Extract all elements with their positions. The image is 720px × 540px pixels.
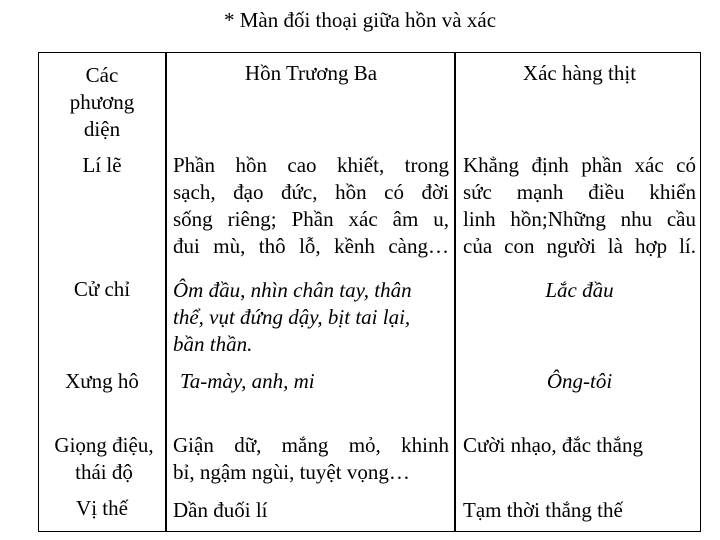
row-aspect-reasoning [40,152,164,179]
row-soul-position [173,497,449,524]
row-aspect-address [40,368,164,395]
body-line: Ông-tôi [546,369,613,393]
row-soul-tone [173,432,449,486]
soul-line: thể, vụt đứng dậy, bịt tai lại, [173,305,411,329]
soul-line: Ta-mày, anh, mi [180,369,315,393]
soul-line: Ôm đầu, nhìn chân tay, thân [173,278,412,302]
header-aspect-line: phương [69,90,135,114]
body-line: Khẳng định phần xác có [463,153,696,177]
row-body-tone [463,432,696,459]
row-body-gesture [463,277,696,304]
row-soul-gesture [173,277,449,358]
row-aspect-position [40,495,164,522]
row-body-reasoning [463,152,696,260]
aspect-line: thái độ [75,460,133,484]
aspect-line: Xưng hô [65,369,139,393]
soul-line: đui mù, thô lỗ, kềnh càng… [173,234,449,258]
row-soul-reasoning [173,152,449,260]
body-line: Lắc đầu [545,278,614,302]
aspect-line: Vị thế [76,496,128,520]
soul-line: sống riêng; Phần xác âm u, [173,207,449,231]
soul-line: Phần hồn cao khiết, trong [173,153,449,177]
soul-line: Giận dữ, mắng mỏ, khinh [173,433,449,457]
body-line: sức mạnh điều khiển [463,180,696,204]
header-aspect-line: diện [83,117,121,141]
row-body-position [463,497,696,524]
aspect-line: Lí lẽ [82,153,122,177]
row-aspect-gesture [40,276,164,303]
row-aspect-tone [42,432,166,486]
soul-line: Dần đuối lí [173,498,268,522]
column-divider [454,52,456,532]
header-soul: Hồn Trương Ba [244,61,378,85]
body-line: Tạm thời thắng thế [463,498,623,522]
header-aspect [40,62,164,143]
header-aspect-line: Các [85,63,119,87]
body-line: Cười nhạo, đắc thắng [463,433,643,457]
row-soul-address [180,368,456,395]
row-body-address [463,368,696,395]
aspect-line: Cử chỉ [73,277,131,301]
soul-line: bần thần. [173,332,253,356]
soul-line: bỉ, ngậm ngùi, tuyệt vọng… [173,460,410,484]
body-line: linh hồn;Những nhu cầu [463,207,696,231]
body-line: của con người là hợp lí. [463,234,696,258]
aspect-line: Giọng điệu, [54,433,154,457]
soul-line: sạch, đạo đức, hồn có đời [173,180,449,204]
page-title: * Màn đối thoại giữa hồn và xác [223,8,497,32]
header-body: Xác hàng thịt [522,61,637,85]
